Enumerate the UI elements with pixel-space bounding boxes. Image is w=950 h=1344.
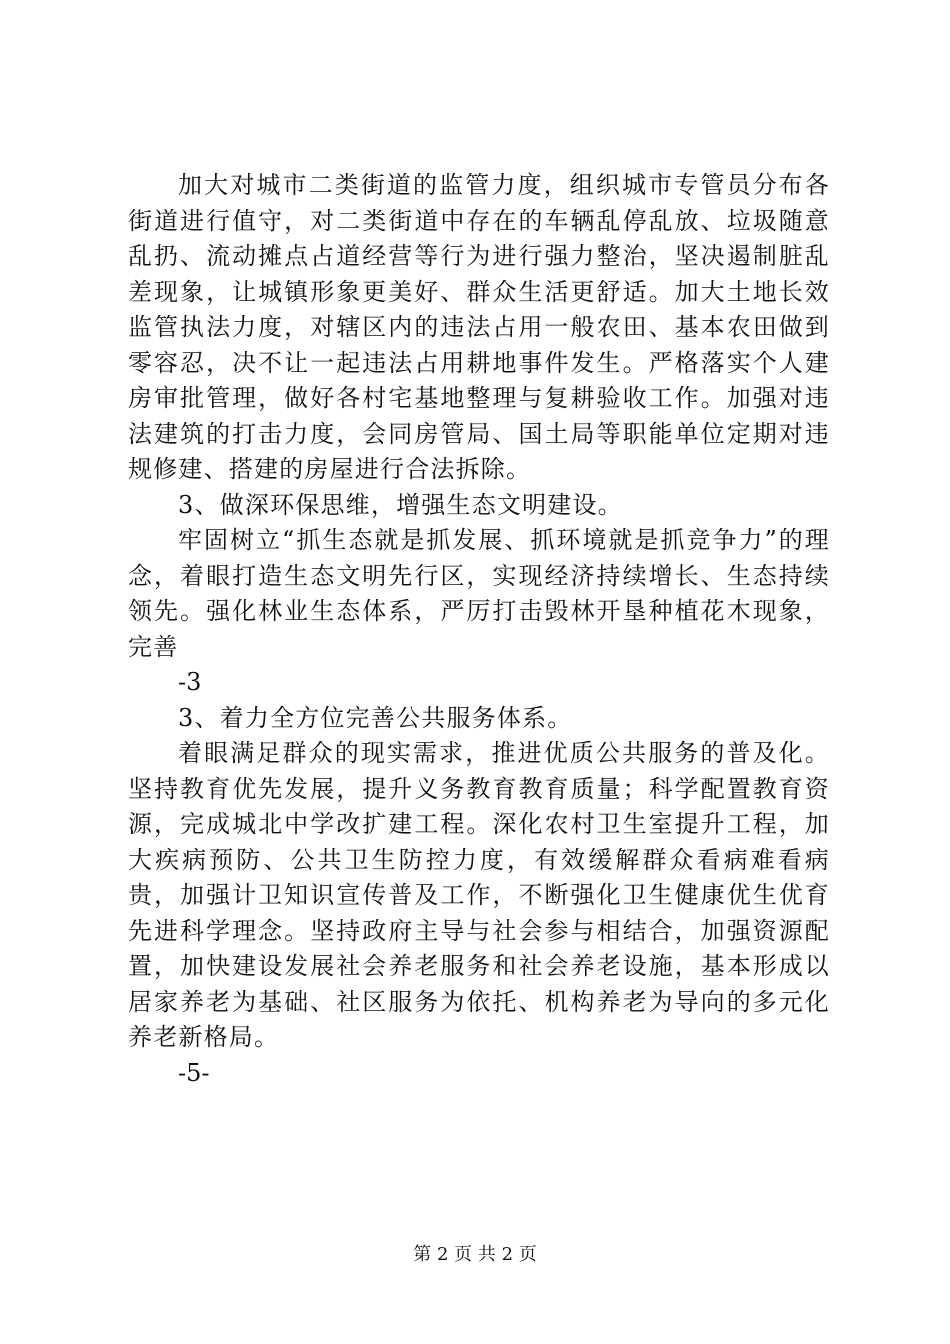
section-heading-ecology: 3、做深环保思维，增强生态文明建设。 bbox=[178, 490, 623, 519]
paragraph-ecology: 牢固树立“抓生态就是抓发展、抓环境就是抓竞争力”的理念，着眼打造生态文明先行区，实现经济持续增长、生态持续领先。强化林业生态体系，严厉打击毁林开垦种植花木现象，完善 bbox=[128, 526, 830, 661]
document-body bbox=[128, 168, 830, 1091]
page-marker: -3 bbox=[178, 668, 202, 696]
paragraph-urban-supervision: 加大对城市二类街道的监管力度，组织城市专管员分布各街道进行值守，对二类街道中存在的车辆乱停乱放、垃圾随意乱扔、流动摊点占道经营等行为进行强力整治，坚决遏制脏乱差现象，让城镇形象更美好、群众生活更舒适。加大土地长效监管执法力度，对辖区内的违法占用一般农田、基本农田做到零容忍，决不让一起违法占用耕地事件发生。严格落实个人建房审批管理，做好各村宅基地整理与复耕验收工作。加强对违法建筑的打击力度，会同房管局、国土局等职能单位定期对违规修建、搭建的房屋进行合法拆除。 bbox=[128, 171, 830, 483]
section-heading-public-service: 3、着力全方位完善公共服务体系。 bbox=[178, 703, 573, 732]
paragraph-public-service: 着眼满足群众的现实需求，推进优质公共服务的普及化。坚持教育优先发展，提升义务教育教育质量；科学配置教育资源，完成城北中学改扩建工程。深化农村卫生室提升工程，加大疾病预防、公共卫生防控力度，有效缓解群众看病难看病贵，加强计卫知识宣传普及工作，不断强化卫生健康优生优育先进科学理念。坚持政府主导与社会参与相结合，加强资源配置，加快建设发展社会养老服务和社会养老设施，基本形成以居家养老为基础、社区服务为依托、机构养老为导向的多元化养老新格局。 bbox=[128, 739, 830, 1051]
page-marker: -5- bbox=[178, 1058, 210, 1087]
page-footer: 第 2 页 共 2 页 bbox=[413, 1244, 537, 1265]
